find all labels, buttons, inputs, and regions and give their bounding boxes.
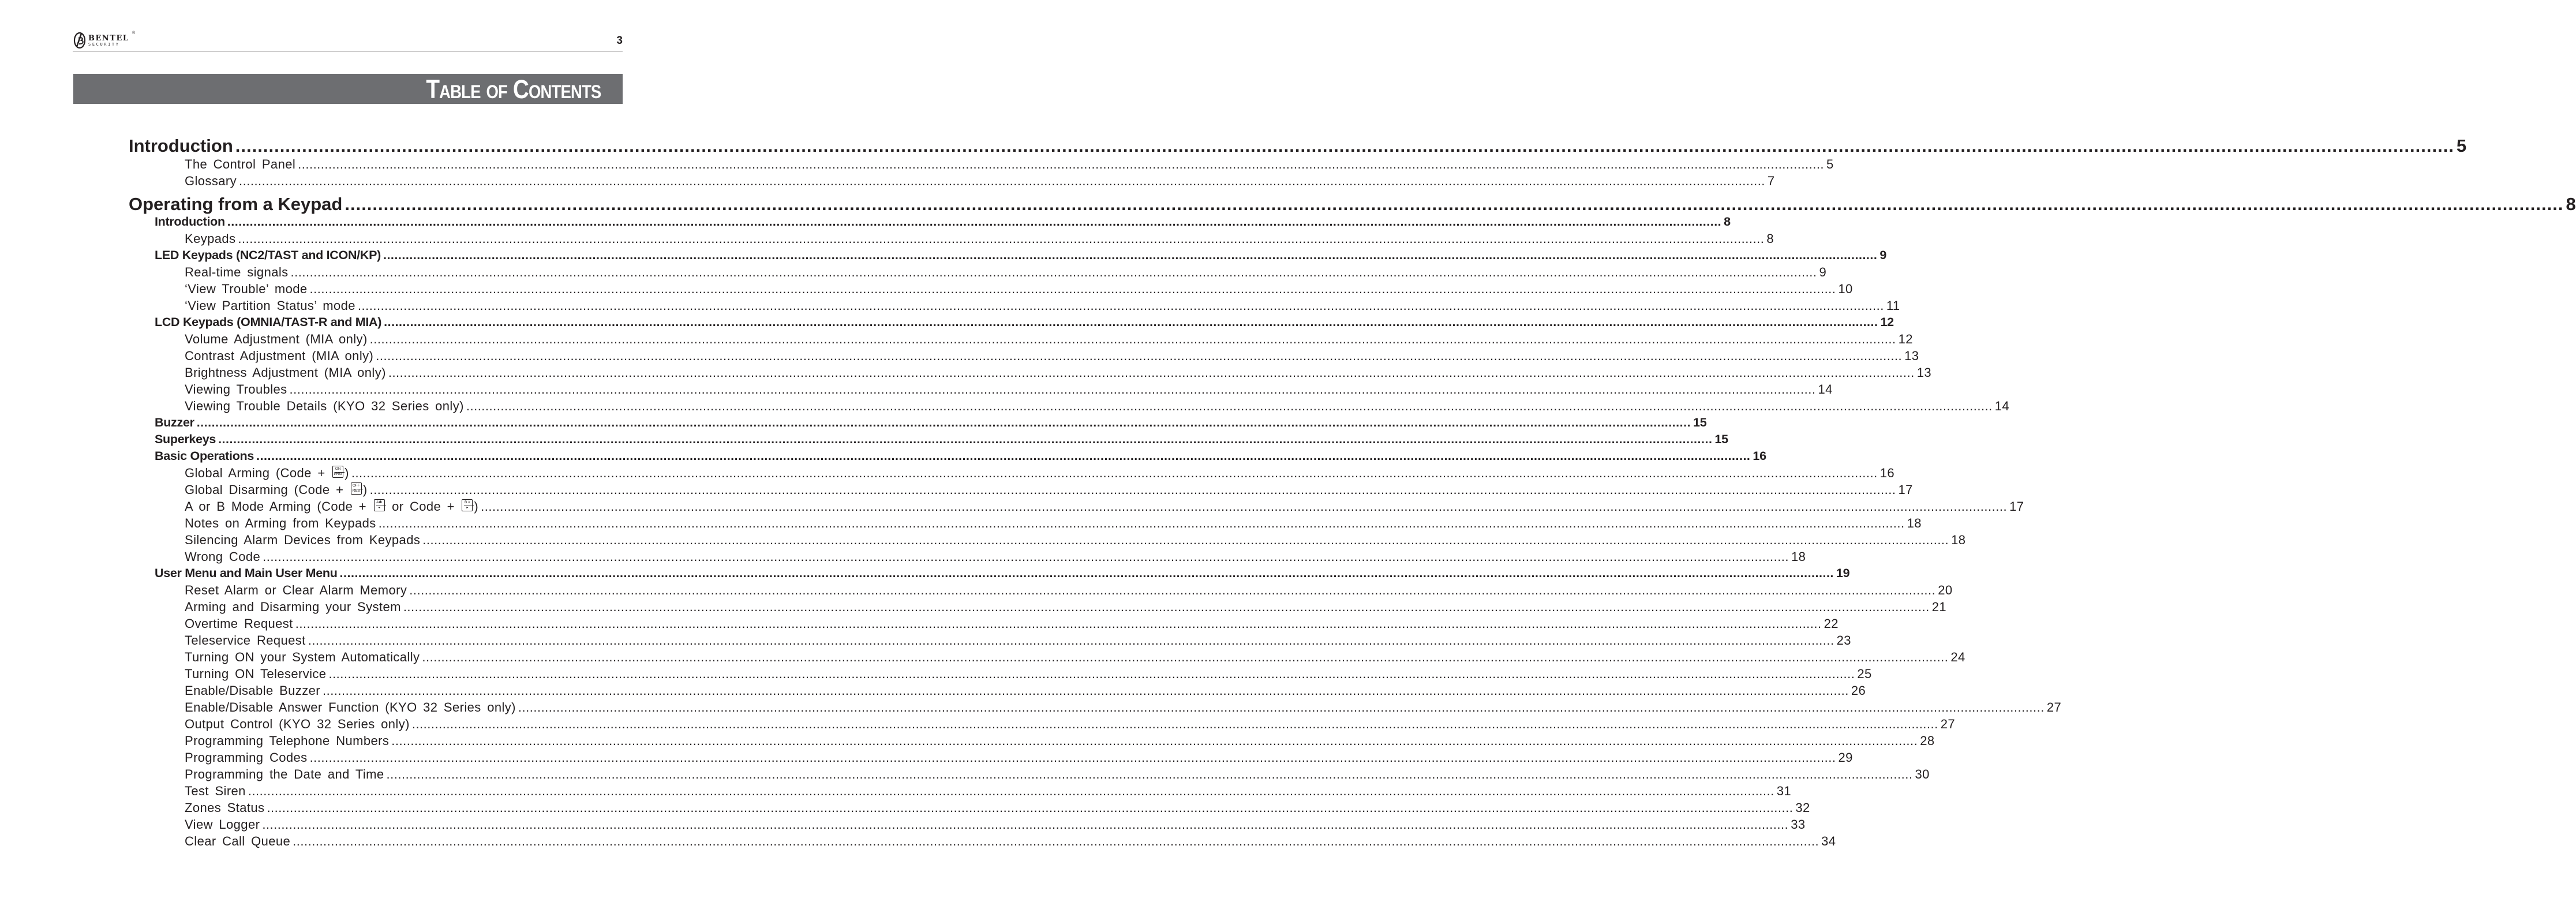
bentel-emblem-icon [73, 31, 87, 50]
toc-page-number: 13 [1904, 349, 1919, 363]
toc-entry-title-text: Enable/Disable Buzzer [185, 683, 320, 698]
toc-section[interactable] [155, 416, 1707, 430]
toc-entry-title [185, 750, 308, 765]
page-title: Table of Contents [425, 74, 601, 104]
toc-entry-title-text: Zones Status [185, 800, 265, 815]
toc-entry-title [185, 399, 464, 414]
toc-page-number: 15 [1714, 432, 1728, 446]
toc-subsection[interactable] [185, 332, 1913, 347]
toc-page-number: 7 [1767, 174, 1775, 188]
dot-leader: ................................................................................................................................................................................................................................................................................................................................................................................................................ [289, 382, 1816, 396]
toc-entry-title-text: View Logger [185, 817, 260, 832]
title-banner [73, 74, 623, 104]
toc-page-number: 8 [1724, 215, 1731, 229]
dot-leader: ................................................................................................................................................................................................................................................................................................................................................................................................................ [351, 466, 1878, 480]
toc-subsection[interactable] [185, 784, 1792, 799]
toc-subsection[interactable] [185, 717, 1956, 732]
toc-page-number: 20 [1938, 583, 1953, 597]
toc-entry-title [185, 734, 389, 749]
toc-entry-title-text: Enable/Disable Answer Function (KYO 32 Series only) [185, 700, 516, 714]
keypad-key-icon [374, 499, 385, 511]
dot-leader: ................................................................................................................................................................................................................................................................................................................................................................................................................ [403, 600, 1930, 614]
dot-leader: ................................................................................................................................................................................................................................................................................................................................................................................................................ [357, 298, 1884, 313]
toc-page-number: 5 [1826, 157, 1834, 171]
toc-entry-title-text: A or B Mode Arming (Code + [185, 499, 367, 514]
toc-entry-title-text: Programming Telephone Numbers [185, 734, 390, 748]
toc-subsection[interactable] [185, 298, 1900, 313]
toc-subsection[interactable] [185, 616, 1839, 631]
toc-page-number: 14 [1994, 399, 2010, 413]
toc-entry-title [185, 466, 349, 481]
toc-entry-title [185, 583, 407, 598]
toc-entry-title-text: Output Control (KYO 32 Series only) [185, 717, 410, 731]
toc-page-number: 30 [1915, 767, 1930, 781]
toc-page-number: 22 [1824, 616, 1839, 631]
toc-section[interactable] [155, 315, 1894, 330]
toc-entry-title [185, 482, 368, 497]
toc-entry-title [185, 265, 289, 280]
dot-leader: ................................................................................................................................................................................................................................................................................................................................................................................................................ [267, 800, 1794, 815]
toc-entry-title-text: LCD Keypads (OMNIA/TAST-R and MIA) [155, 315, 382, 329]
toc-subsection[interactable] [185, 750, 1853, 765]
toc-entry-title [185, 633, 306, 648]
toc-chapter[interactable] [129, 194, 2576, 215]
toc-subsection[interactable] [185, 734, 1935, 749]
toc-page-number: 11 [1886, 298, 1900, 313]
keypad-key-icon [462, 499, 473, 511]
dot-leader: ................................................................................................................................................................................................................................................................................................................................................................................................................ [411, 717, 1938, 731]
toc-page-number: 12 [1898, 332, 1913, 346]
toc-entry-title-mid: or Code + [392, 499, 455, 514]
toc-subsection[interactable] [185, 231, 1774, 246]
toc-subsection[interactable] [185, 466, 1895, 481]
key-label-top: A✱ [376, 500, 382, 504]
dot-leader: ................................................................................................................................................................................................................................................................................................................................................................................................................ [383, 248, 1878, 262]
toc-section[interactable] [155, 215, 1731, 229]
toc-entry-title-text: Introduction [129, 136, 233, 156]
toc-entry-title-text: Programming the Date and Time [185, 767, 384, 781]
toc-entry-title-text: Silencing Alarm Devices from Keypads [185, 533, 421, 547]
key-label-top: OFF [352, 484, 360, 488]
toc-entry-title-text: Viewing Trouble Details (KYO 32 Series only) [185, 399, 464, 413]
toc-page-number: 8 [2566, 194, 2576, 214]
toc-subsection[interactable] [185, 834, 1836, 849]
toc-entry-title [185, 767, 384, 782]
toc-page-number: 16 [1879, 466, 1895, 480]
toc-entry-title-text: Clear Call Queue [185, 834, 291, 848]
toc-subsection[interactable] [185, 174, 1775, 189]
toc-subsection[interactable] [185, 533, 1966, 548]
toc-entry-title-text: ‘View Partition Status’ mode [185, 298, 355, 313]
key-label-bottom: PRG [334, 472, 342, 476]
dot-leader: ................................................................................................................................................................................................................................................................................................................................................................................................................ [345, 194, 2564, 214]
dot-leader: ................................................................................................................................................................................................................................................................................................................................................................................................................ [409, 583, 1936, 597]
dot-leader: ................................................................................................................................................................................................................................................................................................................................................................................................................ [328, 667, 1855, 681]
logo-brand-text: BENTEL [88, 33, 129, 43]
toc-subsection[interactable] [185, 399, 2010, 414]
toc-entry-title [185, 834, 290, 849]
key-label-bottom: ▸ [466, 506, 469, 510]
toc-entry-title-text: Glossary [185, 174, 237, 188]
dot-leader: ................................................................................................................................................................................................................................................................................................................................................................................................................ [235, 136, 2454, 156]
toc-entry-title-text: Arming and Disarming your System [185, 600, 401, 614]
toc-subsection[interactable] [185, 767, 1930, 782]
page-header [73, 30, 623, 51]
dot-leader: ................................................................................................................................................................................................................................................................................................................................................................................................................ [248, 784, 1774, 798]
toc-page-number: 14 [1818, 382, 1833, 396]
toc-subsection[interactable] [185, 282, 1853, 297]
toc-entry-title-suffix: ) [362, 482, 368, 497]
toc-entry-title [155, 248, 381, 263]
toc-entry-title-text: LED Keypads (NC2/TAST and ICON/KP) [155, 248, 381, 262]
toc-entry-title-text: Global Disarming (Code + [185, 482, 344, 497]
toc-entry-title-text: Teleservice Request [185, 633, 306, 648]
toc-entry-title [185, 650, 420, 665]
toc-entry-title-text: Viewing Troubles [185, 382, 287, 396]
dot-leader: ................................................................................................................................................................................................................................................................................................................................................................................................................ [309, 750, 1836, 765]
toc-entry-title [185, 700, 516, 715]
toc-page-number: 13 [1916, 365, 1932, 380]
toc-entry-title-text: Reset Alarm or Clear Alarm Memory [185, 583, 407, 597]
dot-leader: ................................................................................................................................................................................................................................................................................................................................................................................................................ [238, 231, 1765, 246]
toc-entry-title [185, 382, 287, 397]
toc-entry-title-text: The Control Panel [185, 157, 296, 171]
toc-page-number: 28 [1920, 734, 1935, 748]
keypad-key-icon [351, 482, 362, 495]
toc-section[interactable] [155, 449, 1766, 463]
toc-subsection[interactable] [185, 549, 1806, 564]
dot-leader: ................................................................................................................................................................................................................................................................................................................................................................................................................ [378, 516, 1905, 530]
toc-page-number: 16 [1753, 449, 1766, 463]
toc-entry-title [155, 215, 225, 229]
toc-page-number: 34 [1821, 834, 1836, 848]
dot-leader: ................................................................................................................................................................................................................................................................................................................................................................................................................ [481, 499, 2008, 514]
toc-entry-title-text: User Menu and Main User Menu [155, 566, 338, 580]
bentel-logo [73, 31, 136, 50]
registered-mark: ® [132, 31, 136, 35]
toc-entry-title [185, 365, 386, 380]
keypad-key-icon [332, 466, 343, 478]
toc-entry-title [185, 499, 478, 514]
toc-entry-title-text: Real-time signals [185, 265, 289, 279]
toc-entry-title [185, 282, 307, 297]
dot-leader: ................................................................................................................................................................................................................................................................................................................................................................................................................ [293, 834, 1819, 848]
toc-page-number: 17 [2009, 499, 2024, 514]
toc-entry-title [185, 683, 320, 698]
toc-section[interactable] [155, 432, 1728, 447]
toc-subsection[interactable] [185, 349, 1919, 364]
toc-page-number: 9 [1819, 265, 1827, 279]
toc-page-number: 8 [1766, 231, 1774, 246]
toc-entry-title-text: Brightness Adjustment (MIA only) [185, 365, 386, 380]
dot-leader: ................................................................................................................................................................................................................................................................................................................................................................................................................ [290, 265, 1817, 279]
toc-entry-title [185, 667, 326, 682]
toc-subsection[interactable] [185, 499, 2024, 514]
logo-sub-text: SECURITY [88, 42, 120, 47]
toc-subsection[interactable] [185, 482, 1913, 497]
dot-leader: ................................................................................................................................................................................................................................................................................................................................................................................................................ [339, 566, 1834, 580]
toc-subsection[interactable] [185, 157, 1834, 172]
toc-subsection[interactable] [185, 516, 1922, 531]
toc-page-number: 5 [2456, 136, 2467, 156]
toc-entry-title-text: Keypads [185, 231, 236, 246]
toc-entry-title-text: Superkeys [155, 432, 216, 446]
toc-page-number: 15 [1693, 416, 1707, 429]
toc-entry-title-text: Turning ON Teleservice [185, 667, 327, 681]
toc-entry-title [185, 157, 295, 172]
toc-entry-title [129, 136, 233, 156]
dot-leader: ................................................................................................................................................................................................................................................................................................................................................................................................................ [295, 616, 1822, 631]
key-label-bottom: ◂ [378, 506, 380, 510]
toc-entry-title [155, 432, 216, 447]
dot-leader: ................................................................................................................................................................................................................................................................................................................................................................................................................ [384, 315, 1878, 329]
toc-entry-title-text: ‘View Trouble’ mode [185, 282, 308, 296]
toc-entry-title [185, 549, 260, 564]
toc-entry-title [185, 616, 293, 631]
dot-leader: ................................................................................................................................................................................................................................................................................................................................................................................................................ [218, 432, 1713, 446]
toc-entry-title [185, 174, 237, 189]
toc-page-number: 27 [2046, 700, 2062, 714]
toc-subsection[interactable] [185, 365, 1932, 380]
toc-subsection[interactable] [185, 683, 1866, 698]
dot-leader: ................................................................................................................................................................................................................................................................................................................................................................................................................ [369, 332, 1896, 346]
toc-page-number: 24 [1950, 650, 1965, 664]
toc-entry-title [185, 516, 376, 531]
toc-entry-title-text: Volume Adjustment (MIA only) [185, 332, 368, 346]
toc-entry-title-text: Programming Codes [185, 750, 308, 765]
toc-entry-title [185, 332, 368, 347]
toc-entry-title-text: Operating from a Keypad [129, 194, 343, 214]
toc-entry-title-text: Introduction [155, 215, 225, 229]
toc-page-number: 10 [1838, 282, 1853, 296]
toc-entry-title [129, 194, 342, 215]
dot-leader: ................................................................................................................................................................................................................................................................................................................................................................................................................ [422, 533, 1949, 547]
toc-entry-title-suffix: ) [345, 466, 349, 480]
toc-page-number: 32 [1795, 800, 1810, 815]
toc-page-number: 18 [1791, 549, 1806, 564]
dot-leader: ................................................................................................................................................................................................................................................................................................................................................................................................................ [466, 399, 1993, 413]
toc-page-number: 25 [1857, 667, 1872, 681]
dot-leader: ................................................................................................................................................................................................................................................................................................................................................................................................................ [518, 700, 2045, 714]
toc-subsection[interactable] [185, 600, 1947, 615]
dot-leader: ................................................................................................................................................................................................................................................................................................................................................................................................................ [196, 416, 1691, 429]
toc-entry-title-text: Wrong Code [185, 549, 261, 564]
dot-leader: ................................................................................................................................................................................................................................................................................................................................................................................................................ [388, 365, 1915, 380]
toc-page-number: 29 [1838, 750, 1853, 765]
toc-page-number: 9 [1879, 248, 1887, 262]
toc-entry-title-text: Turning ON your System Automatically [185, 650, 420, 664]
toc-section[interactable] [155, 566, 1850, 581]
toc-page-number: 18 [1951, 533, 1966, 547]
dot-leader: ................................................................................................................................................................................................................................................................................................................................................................................................................ [322, 683, 1849, 698]
toc-subsection[interactable] [185, 700, 2062, 715]
toc-subsection[interactable] [185, 817, 1806, 832]
toc-entry-title-text: Global Arming (Code + [185, 466, 325, 480]
toc-entry-title-text: Notes on Arming from Keypads [185, 516, 376, 530]
toc-entry-title [185, 817, 260, 832]
dot-leader: ................................................................................................................................................................................................................................................................................................................................................................................................................ [239, 174, 1765, 188]
toc-subsection[interactable] [185, 650, 1965, 665]
toc-entry-title [185, 533, 420, 548]
toc-entry-title-suffix: ) [474, 499, 479, 514]
toc-entry-title [155, 416, 194, 430]
key-label-bottom: RES [352, 489, 361, 493]
dot-leader: ................................................................................................................................................................................................................................................................................................................................................................................................................ [376, 349, 1903, 363]
toc-entry-title [185, 717, 410, 732]
toc-entry-title [185, 231, 235, 246]
toc-page-number: 31 [1776, 784, 1792, 798]
toc-page-number: 17 [1898, 482, 1913, 497]
toc-entry-title [155, 315, 381, 330]
key-label-top: B # [465, 500, 470, 504]
dot-leader: ................................................................................................................................................................................................................................................................................................................................................................................................................ [263, 549, 1789, 564]
toc-page-number: 23 [1836, 633, 1851, 648]
page-number: 3 [616, 35, 623, 47]
toc-page-number: 33 [1791, 817, 1806, 832]
toc-entry-title-text: Overtime Request [185, 616, 293, 631]
toc-page-number: 18 [1907, 516, 1922, 530]
dot-leader: ................................................................................................................................................................................................................................................................................................................................................................................................................ [298, 157, 1825, 171]
dot-leader: ................................................................................................................................................................................................................................................................................................................................................................................................................ [262, 817, 1789, 832]
dot-leader: ................................................................................................................................................................................................................................................................................................................................................................................................................ [309, 282, 1836, 296]
toc-page-number: 26 [1851, 683, 1866, 698]
toc-page-number: 12 [1880, 315, 1894, 329]
toc-entry-title [185, 800, 264, 815]
dot-leader: ................................................................................................................................................................................................................................................................................................................................................................................................................ [369, 482, 1896, 497]
toc-subsection[interactable] [185, 583, 1953, 598]
toc-entry-title [155, 449, 254, 463]
toc-subsection[interactable] [185, 800, 1810, 815]
toc-subsection[interactable] [185, 667, 1872, 682]
toc-entry-title [185, 600, 401, 615]
toc-entry-title-text: Buzzer [155, 416, 194, 429]
toc-subsection[interactable] [185, 265, 1827, 280]
toc-chapter[interactable] [129, 136, 2467, 156]
toc-entry-title [185, 298, 355, 313]
toc-page-number: 27 [1940, 717, 1956, 731]
toc-section[interactable] [155, 248, 1887, 263]
toc-entry-title-text: Basic Operations [155, 449, 254, 463]
toc-subsection[interactable] [185, 382, 1833, 397]
dot-leader: ................................................................................................................................................................................................................................................................................................................................................................................................................ [308, 633, 1834, 648]
dot-leader: ................................................................................................................................................................................................................................................................................................................................................................................................................ [422, 650, 1949, 664]
toc-page-number: 19 [1836, 566, 1850, 580]
toc-entry-title [185, 349, 373, 364]
dot-leader: ................................................................................................................................................................................................................................................................................................................................................................................................................ [386, 767, 1913, 781]
toc-entry-title [185, 784, 246, 799]
toc-entry-title [155, 566, 338, 581]
dot-leader: ................................................................................................................................................................................................................................................................................................................................................................................................................ [227, 215, 1722, 229]
toc-page-number: 21 [1931, 600, 1947, 614]
key-label-top: ON [335, 467, 341, 471]
toc-entry-title-text: Test Siren [185, 784, 246, 798]
toc-entry-title-text: Contrast Adjustment (MIA only) [185, 349, 374, 363]
toc-subsection[interactable] [185, 633, 1851, 648]
dot-leader: ................................................................................................................................................................................................................................................................................................................................................................................................................ [256, 449, 1751, 463]
dot-leader: ................................................................................................................................................................................................................................................................................................................................................................................................................ [391, 734, 1918, 748]
